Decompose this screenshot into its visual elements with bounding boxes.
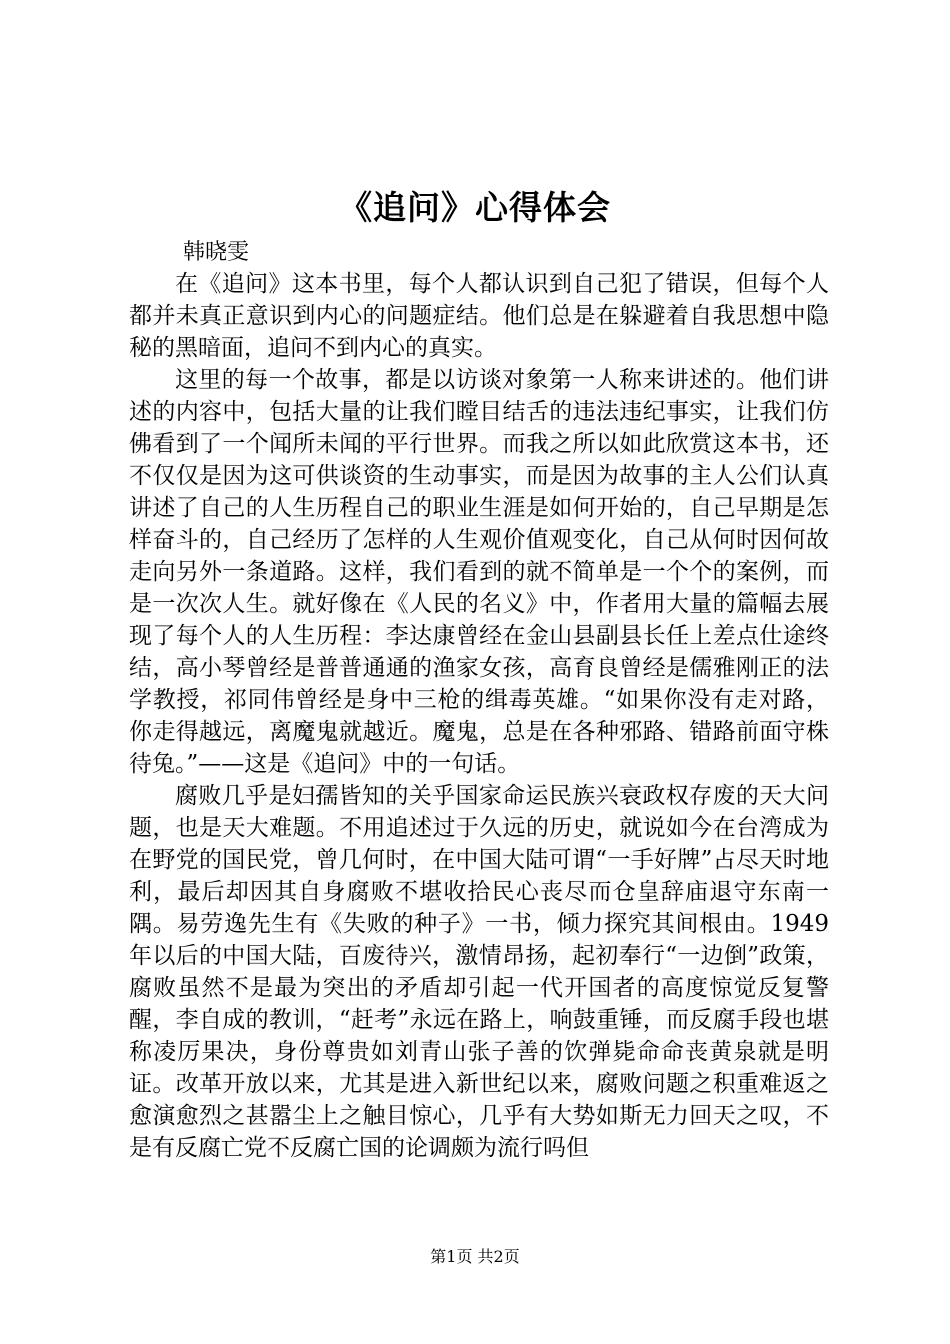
document-title: 《追问》心得体会	[339, 188, 611, 227]
paragraph: 在《追问》这本书里，每个人都认识到自己犯了错误，但每个人都并未真正意识到内心的问题症结。他们总是在躲避着自我思想中隐秘的黑暗面，追问不到内心的真实。	[129, 271, 829, 361]
paragraph: 这里的每一个故事，都是以访谈对象第一人称来讲述的。他们讲述的内容中，包括大量的让我们瞠目结舌的违法违纪事实，让我们仿佛看到了一个闻所未闻的平行世界。而我之所以如此欣赏这本书，还不仅仅是因为这可供谈资的生动事实，而是因为故事的主人公们认真讲述了自己的人生历程自己的职业生涯是如何开始的，自己早期是怎样奋斗的，自己经历了怎样的人生观价值观变化，自己从何时因何故走向另外一条道路。这样，我们看到的就不简单是一个个的案例，而是一次次人生。就好像在《人民的名义》中，作者用大量的篇幅去展现了每个人的人生历程：李达康曾经在金山县副县长任上差点仕途终结，高小琴曾经是普普通通的渔家女孩，高育良曾经是儒雅刚正的法学教授，祁同伟曾经是身中三枪的缉毒英雄。“如果你没有走对路，你走得越远，离魔鬼就越近。魔鬼，总是在各种邪路、错路前面守株待兔。”——这是《追问》中的一句话。	[129, 367, 829, 777]
document-author: 韩晓雯	[183, 240, 250, 265]
paragraph: 腐败几乎是妇孺皆知的关乎国家命运民族兴衰政权存废的天大问题，也是天大难题。不用追述过于久远的历史，就说如今在台湾成为在野党的国民党，曾几何时，在中国大陆可谓“一手好牌”占尽天时地利，最后却因其自身腐败不堪收拾民心丧尽而仓皇辞庙退守东南一隅。易劳逸先生有《失败的种子》一书，倾力探究其间根由。1949年以后的中国大陆，百废待兴，激情昂扬，起初奉行“一边倒”政策，腐败虽然不是最为突出的矛盾却引起一代开国者的高度惊觉反复警醒，李自成的教训，“赶考”永远在路上，响鼓重锤，而反腐手段也堪称凌厉果决，身份尊贵如刘青山张子善的饮弹毙命命丧黄泉就是明证。改革开放以来，尤其是进入新世纪以来，腐败问题之积重难返之愈演愈烈之甚嚣尘上之触目惊心，几乎有大势如斯无力回天之叹，不是有反腐亡党不反腐亡国的论调颇为流行吗但	[129, 783, 829, 1161]
document-body	[129, 268, 829, 1164]
page-footer: 第1页 共2页	[430, 1247, 520, 1266]
